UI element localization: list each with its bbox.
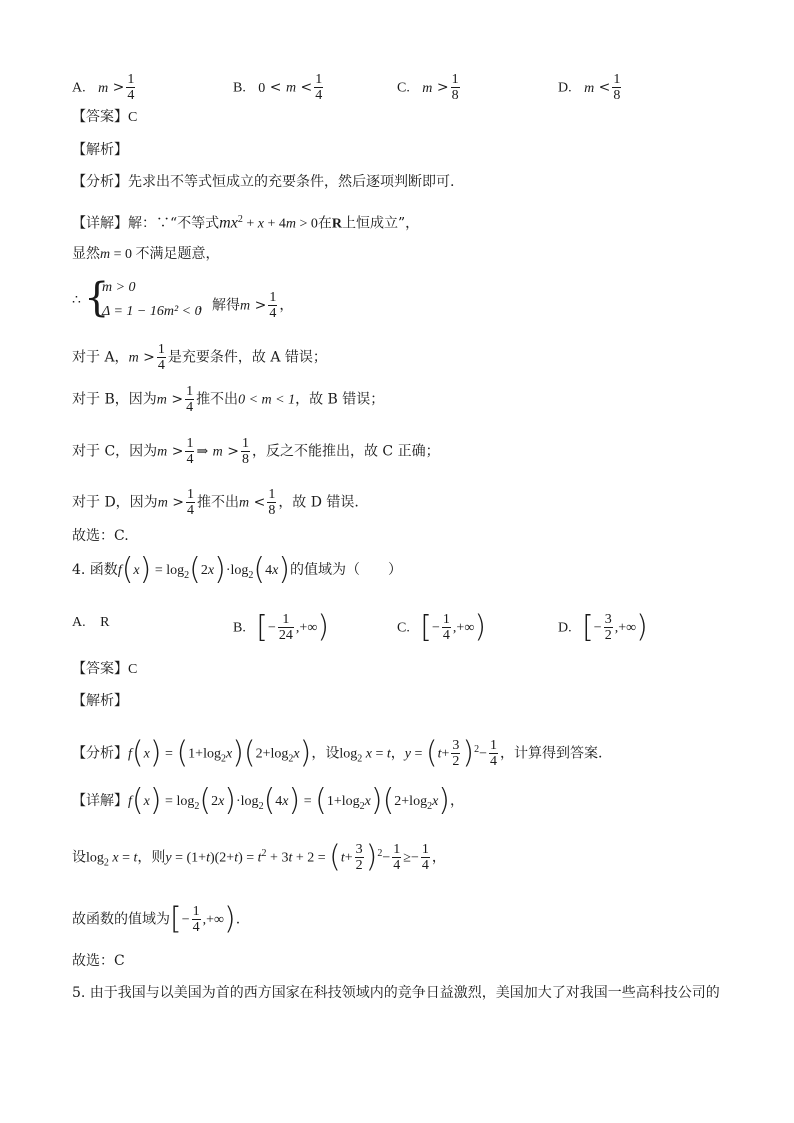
option-c: C. m > $\frac{1}{8}$ (397, 72, 459, 103)
fraction: $\frac{1}{8}$ (613, 72, 621, 103)
q4-option-b: B. [− $\frac{1}{24}$ ,+∞) (233, 609, 330, 645)
q4-option-a: A. R (72, 615, 110, 630)
for-c-line: 对于 C，因为m > $\frac{1}{4}$ ⇒ m > $\frac{1}{8}$ ，反之不能推出，故 C 正确； (72, 436, 440, 467)
answer-tag: 【答案】 (72, 109, 128, 125)
solution: ，解得m > $\frac{1}{4}$ ， (198, 290, 294, 321)
detail-line: 【详解】解：∵“不等式$mx^2 + x + 4m > 0$在R上恒成立”， (72, 214, 420, 232)
analysis-tag: 【解析】 (72, 142, 128, 158)
q4-analysis-tag: 【解析】 (72, 693, 128, 709)
q4-stem: 4. 函数$f(x) = \log_2(2x)\cdot\log_2(4x)$的值域为（ ） (72, 552, 403, 587)
for-d-line: 对于 D，因为m > $\frac{1}{4}$ 推不出m < $\frac{1}{8}$ ，故 D 错误. (72, 487, 359, 518)
option-d: D. m < $\frac{1}{8}$ (558, 72, 621, 103)
summary-line: 【分析】先求出不等式恒成立的充要条件，然后逐项判断即可. (72, 174, 455, 190)
q4-detail-line: 【详解】$f(x) = \log_2(2x)\cdot\log_2(4x) = (1+\log_2x)(2+\log_2x)$， (72, 783, 465, 818)
fraction: $\frac{1}{4}$ (315, 72, 323, 103)
q4-option-d: D. [− $\frac{3}{2}$ ,+∞) (558, 609, 648, 645)
option-a: A. m > $\frac{1}{4}$ (72, 72, 135, 103)
for-a-line: 对于 A，m > $\frac{1}{4}$ 是充要条件，故 A 错误； (72, 342, 327, 373)
q4-summary-line: 【分析】$f(x) = (1+\log_2x)(2+\log_2x)$，设$\log_2 x = t$，y = (t+ $\frac{3}{2}$ )$^2$− $\frac{1}{4}$ ，计算得到答案. (72, 735, 603, 771)
fraction: $\frac{1}{4}$ (127, 72, 135, 103)
obvious-line: 显然m = 0 不满足题意， (72, 246, 220, 262)
q4-range-line: 故函数的值域为[− $\frac{1}{4}$ ,+∞). (72, 901, 241, 937)
q4-option-c: C. [− $\frac{1}{4}$ ,+∞) (397, 609, 487, 645)
option-b: B. 0 < m < $\frac{1}{4}$ (233, 72, 323, 103)
left-brace: { (84, 275, 110, 321)
page: A. m > $\frac{1}{4}$ B. 0 < m < $\frac{1}{4}$ C. m > $\frac{1}{8}$ D. m < $\frac{1}{8}$ 【答案】C 【解析】 【分析】先求出不等式恒成立的充要条件，然后逐项判断即可. 【详解】解：∵“不等式$mx^2 + x + 4m > 0$在R上恒成立”， 显然m = 0 不满足题意， ∴ { m > 0 Δ = 1 − 16m² < 0 ，解得m > $\frac{1}{4}$ ， 对于 A，m > $\frac{1}{4}$ 是充要条件，故 A 错误； 对于 B，因为m > $\frac{1}{4}$ 推不出0 < m < 1，故 B 错误； 对于 C，因为m > $\frac{1}{4}$ ⇒ m > $\frac{1}{8}$ ，反之不能推出，故 C 正确； 对于 D，因为m > $\frac{1}{4}$ 推不出m < $\frac{1}{8}$ ，故 D 错误. 故选：C. 4. 函数$f(x) = \log_2(2x)\cdot\log_2(4x)$的值域为（ ） A. R B. [− $\frac{1}{24}$ ,+∞) C. [− $\frac{1}{4}$ ,+∞) D. [− $\frac{3}{2}$ ,+∞) 【答案】C 【解析】 【分析】$f(x) = (1+\log_2x)(2+\log_2x)$，设$\log_2 x = t$，y = (t+ $\frac{3}{2}$ )$^2$− $\frac{1}{4}$ ，计算得到答案. 【详解】$f(x) = \log_2(2x)\cdot\log_2(4x) = (1+\log_2x)(2+\log_2x)$， 设$\log_2 x = t$，则$y = (1+t)(2+t) = t^2 + 3t + 2 = (t+$ $\frac{3}{2}$ )$^2$− $\frac{1}{4}$ ≥− $\frac{1}{4}$ ， 故函数的值域为[− $\frac{1}{4}$ ,+∞). 故选：C 5. 由于我国与以美国为首的西方国家在科技领域内的竞争日益激烈，美国加大了对我国一些高科技公司的 (0, 0, 794, 1123)
choose-line: 故选：C. (72, 528, 129, 544)
q4-substitution-line: 设$\log_2 x = t$，则$y = (1+t)(2+t) = t^2 + 3t + 2 = (t+$ $\frac{3}{2}$ )$^2$− $\frac{1}{4}$ ≥− $\frac{1}{4}$ ， (72, 839, 446, 875)
q4-choose-line: 故选：C (72, 953, 125, 969)
q5-stem: 5. 由于我国与以美国为首的西方国家在科技领域内的竞争日益激烈，美国加大了对我国一些高科技公司的 (72, 985, 720, 1001)
answer-line: 【答案】C (72, 109, 138, 125)
for-b-line: 对于 B，因为m > $\frac{1}{4}$ 推不出0 < m < 1，故 B 错误； (72, 384, 385, 415)
q4-answer-line: 【答案】C (72, 661, 138, 677)
fraction: $\frac{1}{8}$ (451, 72, 459, 103)
